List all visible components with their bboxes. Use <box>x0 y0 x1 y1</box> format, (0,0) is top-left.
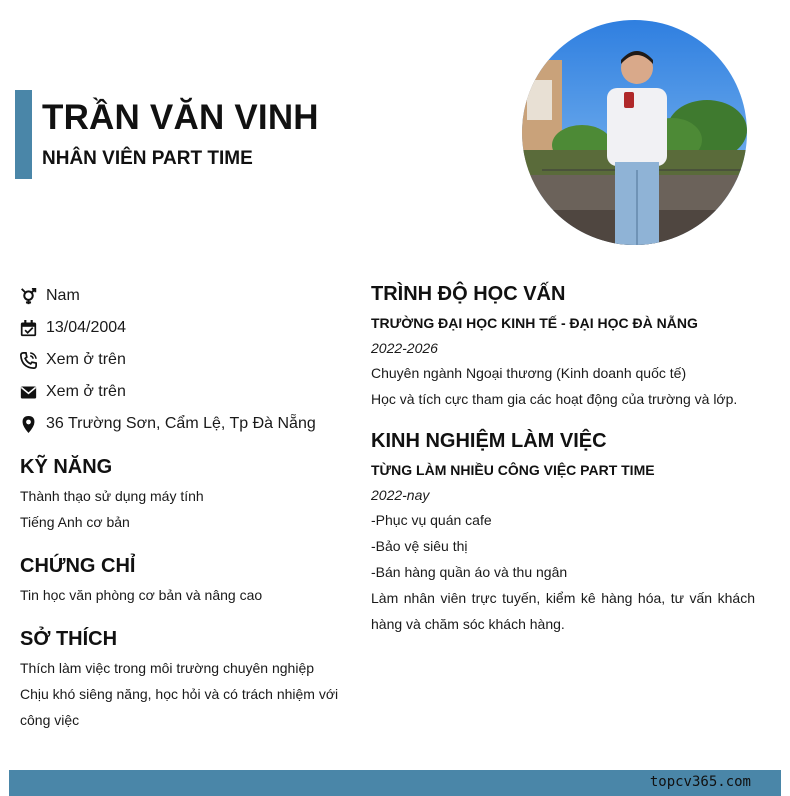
avatar <box>522 20 747 245</box>
contact-gender <box>20 280 350 312</box>
certificates-section <box>20 555 350 608</box>
skills-section <box>20 456 350 535</box>
email-icon <box>20 384 37 401</box>
calendar-icon <box>20 320 37 337</box>
experience-summary: Làm nhân viên trực tuyến, kiểm kê hàng hóa, tư vấn khách hàng và chăm sóc khách hàng. <box>371 590 755 632</box>
avatar-photo <box>522 20 747 245</box>
name-accent-bar <box>15 90 32 179</box>
contact-birthday-text: 13/04/2004 <box>46 319 127 336</box>
contact-address-text: 36 Trường Sơn, Cẩm Lệ, Tp Đà Nẵng <box>46 415 316 432</box>
experience-role: TỪNG LÀM NHIỀU CÔNG VIỆC PART TIME <box>371 462 655 478</box>
hobbies-section <box>20 628 350 733</box>
contact-gender-text: Nam <box>46 287 80 304</box>
certificate-item: Tin học văn phòng cơ bản và nâng cao <box>20 587 263 603</box>
hobbies-title: SỞ THÍCH <box>20 628 118 650</box>
contact-phone <box>20 344 350 376</box>
candidate-position: NHÂN VIÊN PART TIME <box>42 148 253 169</box>
hobby-item: Thích làm việc trong môi trường chuyên nghiệp <box>20 660 315 676</box>
skills-title: KỸ NĂNG <box>20 456 113 478</box>
experience-item: -Bảo vệ siêu thị <box>371 538 468 554</box>
education-note: Học và tích cực tham gia các hoạt động của trường và lớp. <box>371 391 738 407</box>
education-major: Chuyên ngành Ngoại thương (Kinh doanh quốc tế) <box>371 365 687 381</box>
contact-birthday <box>20 312 350 344</box>
certificates-title: CHỨNG CHỈ <box>20 555 136 577</box>
location-icon <box>20 416 37 433</box>
contact-list <box>20 280 350 440</box>
experience-item: -Phục vụ quán cafe <box>371 512 492 528</box>
education-section <box>371 283 755 412</box>
footer-brand: topcv365.com <box>649 774 751 790</box>
skill-item: Thành thạo sử dụng máy tính <box>20 488 204 504</box>
contact-email-text: Xem ở trên <box>46 383 126 400</box>
candidate-name: TRẦN VĂN VINH <box>42 98 319 137</box>
skill-item: Tiếng Anh cơ bản <box>20 514 130 530</box>
experience-period: 2022-nay <box>371 487 430 503</box>
education-period: 2022-2026 <box>371 340 438 356</box>
contact-address <box>20 408 350 440</box>
hobby-item: Chịu khó siêng năng, học hỏi và có trách nhiệm với công việc <box>20 686 339 728</box>
contact-phone-text: Xem ở trên <box>46 351 126 368</box>
experience-section <box>371 430 755 637</box>
gender-icon <box>20 288 37 305</box>
experience-title: KINH NGHIỆM LÀM VIỆC <box>371 430 607 452</box>
contact-email <box>20 376 350 408</box>
phone-icon <box>20 352 37 369</box>
experience-item: -Bán hàng quần áo và thu ngân <box>371 564 568 580</box>
education-school: TRƯỜNG ĐẠI HỌC KINH TẾ - ĐẠI HỌC ĐÀ NẴNG <box>371 315 698 331</box>
education-title: TRÌNH ĐỘ HỌC VẤN <box>371 283 566 305</box>
footer-bar <box>9 770 781 796</box>
